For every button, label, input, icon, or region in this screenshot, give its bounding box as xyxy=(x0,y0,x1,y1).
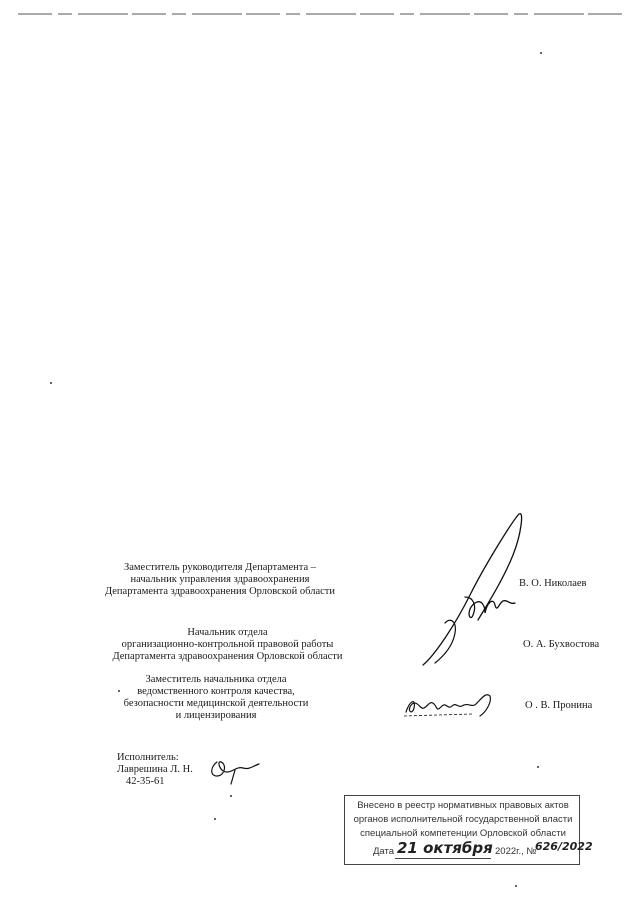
signatory-1-position-line: Департамента здравоохранения Орловской области xyxy=(104,586,335,597)
executor-phone: 42-35-61 xyxy=(126,776,165,787)
signatory-3-position xyxy=(100,674,332,722)
signatory-2-position-line: организационно-контрольной правовой работы xyxy=(121,639,334,650)
scan-speck xyxy=(537,766,539,768)
stamp-date-underline xyxy=(395,858,491,859)
top-dashed-border xyxy=(18,12,628,16)
signatory-1-position-line: начальник управления здравоохранения xyxy=(130,574,310,585)
signatory-2-position-line: Начальник отдела xyxy=(187,627,268,638)
signatory-1-name: В. О. Николаев xyxy=(519,578,587,589)
stamp-line: специальной компетенции Орловской области xyxy=(360,828,566,839)
stamp-line: Внесено в реестр нормативных правовых актов xyxy=(357,800,569,811)
scan-speck xyxy=(230,795,232,797)
scan-speck xyxy=(214,818,216,820)
executor-label: Исполнитель: xyxy=(117,752,179,763)
signatory-3-name: О . В. Пронина xyxy=(525,700,593,711)
stamp-number-handwritten: 626/2022 xyxy=(535,840,593,853)
stamp-date-handwritten: 21 октября xyxy=(397,839,493,857)
scan-speck xyxy=(540,52,542,54)
signatory-3-position-line: ведомственного контроля качества, xyxy=(137,686,295,697)
stamp-date-label: Дата xyxy=(373,846,395,857)
scan-speck xyxy=(515,885,517,887)
signatory-1-position-line: Заместитель руководителя Департамента – xyxy=(123,562,317,573)
registration-stamp xyxy=(344,795,593,865)
signature-nikolaev xyxy=(415,505,535,675)
signatory-2-name: О. А. Бухвостова xyxy=(523,639,600,650)
signatory-2-position xyxy=(105,627,350,663)
scan-speck xyxy=(50,382,52,384)
signature-lavreshina xyxy=(205,756,261,786)
signature-pronina xyxy=(402,690,502,722)
stamp-year: 2022г., № xyxy=(495,846,537,857)
stamp-line: органов исполнительной государственной власти xyxy=(353,814,573,825)
executor-name: Лаврешина Л. Н. xyxy=(117,764,193,775)
signatory-3-position-line: Заместитель начальника отдела xyxy=(145,674,287,685)
signatory-2-position-line: Департамента здравоохранения Орловской области xyxy=(112,651,343,662)
executor-block xyxy=(117,752,193,788)
signatory-1-position xyxy=(100,562,340,598)
signatory-3-position-line: и лицензирования xyxy=(175,710,257,721)
signatory-3-position-line: безопасности медицинской деятельности xyxy=(123,698,309,709)
